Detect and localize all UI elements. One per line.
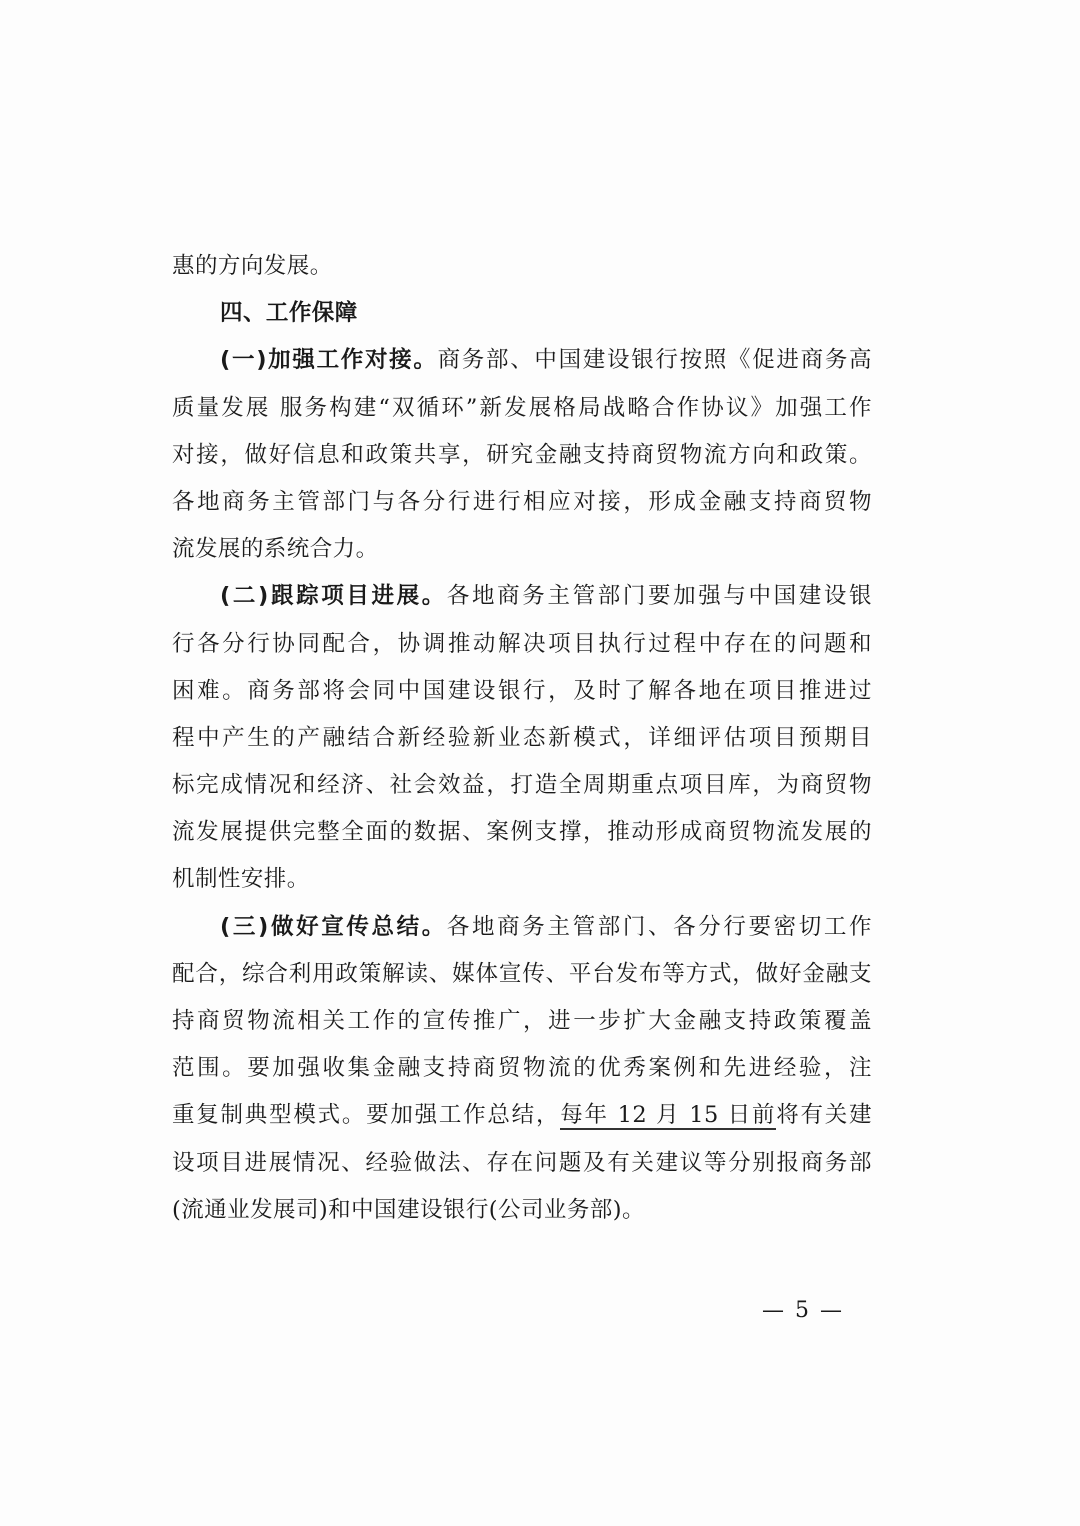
paragraph-2-line: 流发展提供完整全面的数据、案例支撑，推动形成商贸物流发展的 bbox=[172, 819, 872, 846]
paragraph-3-title: (三)做好宣传总结。 bbox=[220, 913, 447, 940]
deadline-line-end: 将有关建 bbox=[776, 1102, 872, 1129]
paragraph-2-line: 标完成情况和经济、社会效益，打造全周期重点项目库，为商贸物 bbox=[172, 772, 872, 799]
paragraph-2-line: 困难。商务部将会同中国建设银行，及时了解各地在项目推进过 bbox=[172, 677, 872, 704]
paragraph-1-line: 商务部、中国建设银行按照《促进商务高 bbox=[437, 347, 872, 374]
paragraph-2-line: 各地商务主管部门要加强与中国建设银 bbox=[446, 583, 872, 610]
paragraph-2-line: 机制性安排。 bbox=[172, 866, 310, 893]
paragraph-1-first-line bbox=[172, 337, 872, 384]
paragraph-3-line: 各地商务主管部门、各分行要密切工作 bbox=[446, 913, 872, 940]
paragraph-1-line: 对接，做好信息和政策共享，研究金融支持商贸物流方向和政策。 bbox=[172, 441, 872, 468]
paragraph-2-title: (二)跟踪项目进展。 bbox=[220, 583, 447, 610]
paragraph-1-line: 各地商务主管部门与各分行进行相应对接，形成金融支持商贸物 bbox=[172, 488, 872, 515]
paragraph-1-line: 流发展的系统合力。 bbox=[172, 536, 379, 563]
page-number: — 5 — bbox=[762, 1298, 844, 1323]
paragraph-3-line: 持商贸物流相关工作的宣传推广，进一步扩大金融支持政策覆盖 bbox=[172, 1008, 872, 1034]
paragraph-2-line: 程中产生的产融结合新经验新业态新模式，详细评估项目预期目 bbox=[172, 724, 872, 751]
paragraph-3-deadline-line bbox=[172, 1092, 872, 1139]
paragraph-2-line: 行各分行协同配合，协调推动解决项目执行过程中存在的问题和 bbox=[172, 630, 872, 657]
paragraph-2-first-line bbox=[172, 573, 872, 620]
paragraph-3-line: 范围。要加强收集金融支持商贸物流的优秀案例和先进经验，注 bbox=[172, 1055, 872, 1082]
deadline-date: 每年 12 月 15 日前 bbox=[560, 1102, 777, 1129]
deadline-line-start: 重复制典型模式。要加强工作总结， bbox=[172, 1102, 561, 1129]
section-heading: 四、工作保障 bbox=[220, 300, 358, 327]
document-body bbox=[172, 243, 872, 1234]
continuation-line: 惠的方向发展。 bbox=[172, 253, 333, 279]
paragraph-3-line: (流通业发展司)和中国建设银行(公司业务部)。 bbox=[172, 1196, 645, 1223]
paragraph-3-line: 配合，综合利用政策解读、媒体宣传、平台发布等方式，做好金融支 bbox=[172, 960, 872, 987]
paragraph-3-first-line bbox=[172, 904, 872, 951]
paragraph-1-line: 质量发展 服务构建“双循环”新发展格局战略合作协议》加强工作 bbox=[172, 394, 872, 421]
paragraph-1-title: (一)加强工作对接。 bbox=[220, 347, 438, 374]
paragraph-3-line: 设项目进展情况、经验做法、存在问题及有关建议等分别报商务部 bbox=[172, 1149, 872, 1176]
